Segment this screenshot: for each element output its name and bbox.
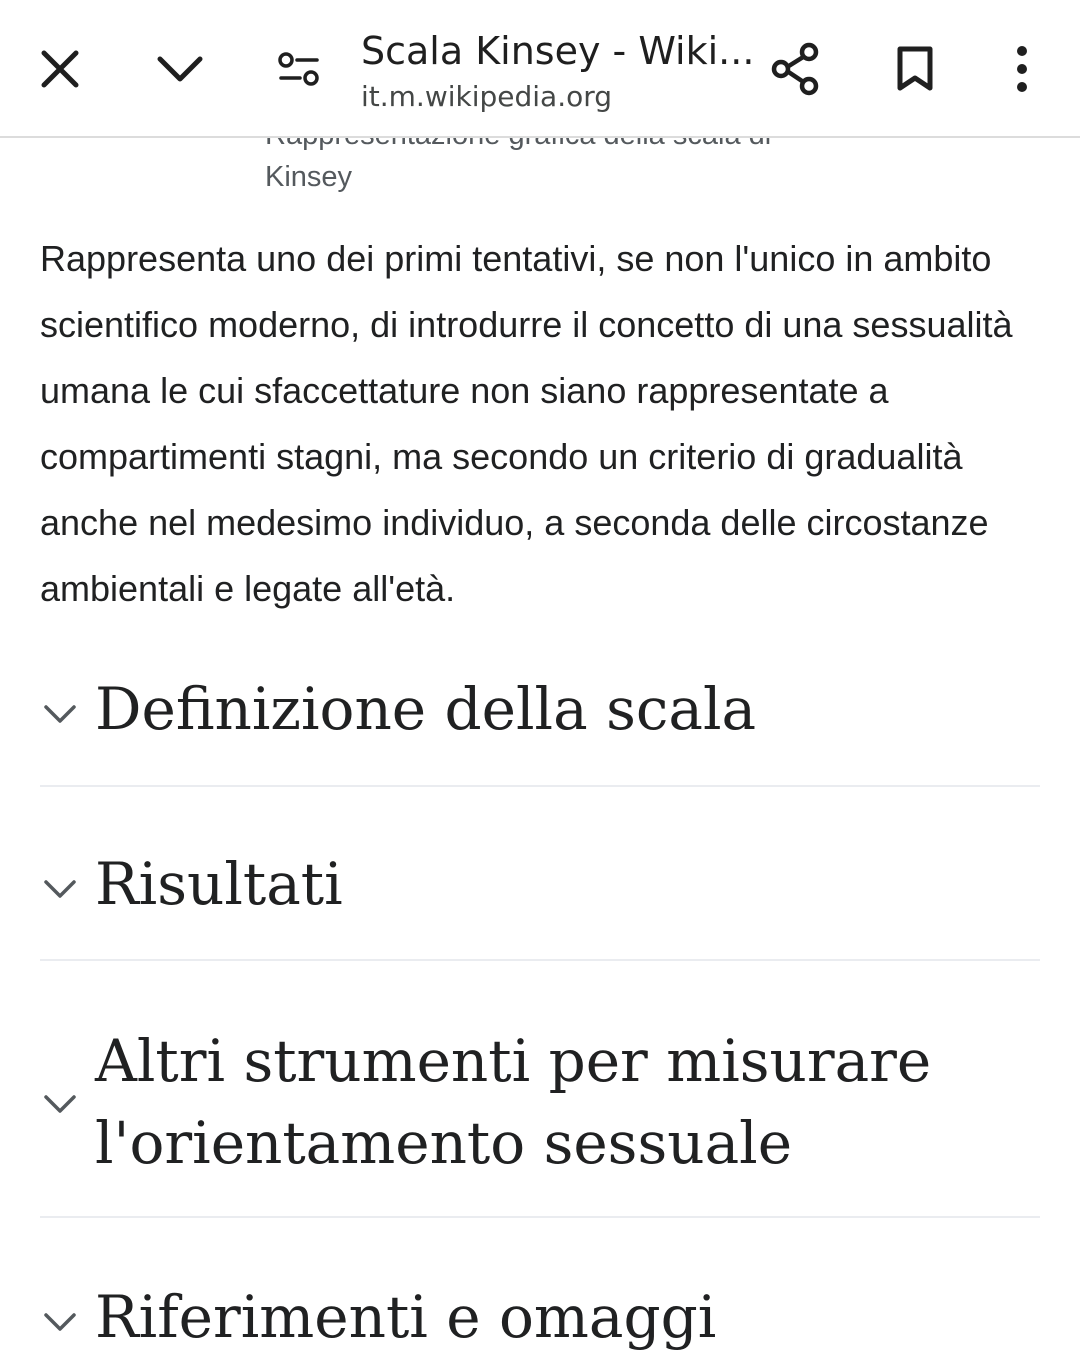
chevron-down-icon xyxy=(40,694,80,734)
image-caption: Kinsey xyxy=(265,161,353,193)
section-divider xyxy=(40,785,1040,787)
share-button[interactable] xyxy=(755,29,835,109)
section-divider xyxy=(40,959,1040,961)
section-heading: Riferimenti e omaggi xyxy=(95,1283,717,1351)
page-title[interactable]: Scala Kinsey - Wiki... xyxy=(361,29,755,73)
section-heading-line2: l'orientamento sessuale xyxy=(95,1109,793,1177)
bookmark-button[interactable] xyxy=(875,29,955,109)
page-settings-button[interactable] xyxy=(259,29,339,109)
close-button[interactable] xyxy=(20,29,100,109)
section-definizione[interactable] xyxy=(40,668,1040,758)
chevron-down-icon xyxy=(40,1084,80,1124)
image-caption-cut xyxy=(265,138,765,150)
section-heading-line1: Altri strumenti per misurare xyxy=(95,1027,932,1095)
bookmark-icon xyxy=(895,45,935,93)
section-altri-strumenti[interactable] xyxy=(40,1020,1040,1190)
tune-icon xyxy=(277,52,321,86)
chevron-down-icon xyxy=(40,1302,80,1342)
browser-toolbar xyxy=(0,0,1080,138)
section-riferimenti[interactable] xyxy=(40,1276,1040,1350)
more-options-button[interactable] xyxy=(982,29,1062,109)
page-url[interactable]: it.m.wikipedia.org xyxy=(361,80,613,113)
intro-paragraph: Rappresenta uno dei primi tentativi, se non l'unico in ambito scientifico moderno, di introdurre il concetto di una sessualità umana le cui sfaccettature non siano rappresentate a compartimenti stagni, ma secondo un criterio di gradualità anche nel medesimo individuo, a seconda delle circostanze ambientali e legate all'età. xyxy=(40,238,1013,609)
chevron-down-icon xyxy=(40,869,80,909)
section-heading: Definizione della scala xyxy=(95,675,757,743)
section-heading: Risultati xyxy=(95,850,343,918)
close-icon xyxy=(38,47,82,91)
section-risultati[interactable] xyxy=(40,843,1040,933)
more-vert-icon xyxy=(1012,45,1032,93)
section-divider xyxy=(40,1216,1040,1218)
chevron-down-icon xyxy=(155,54,205,84)
minimize-button[interactable] xyxy=(140,29,220,109)
share-icon xyxy=(770,42,820,96)
